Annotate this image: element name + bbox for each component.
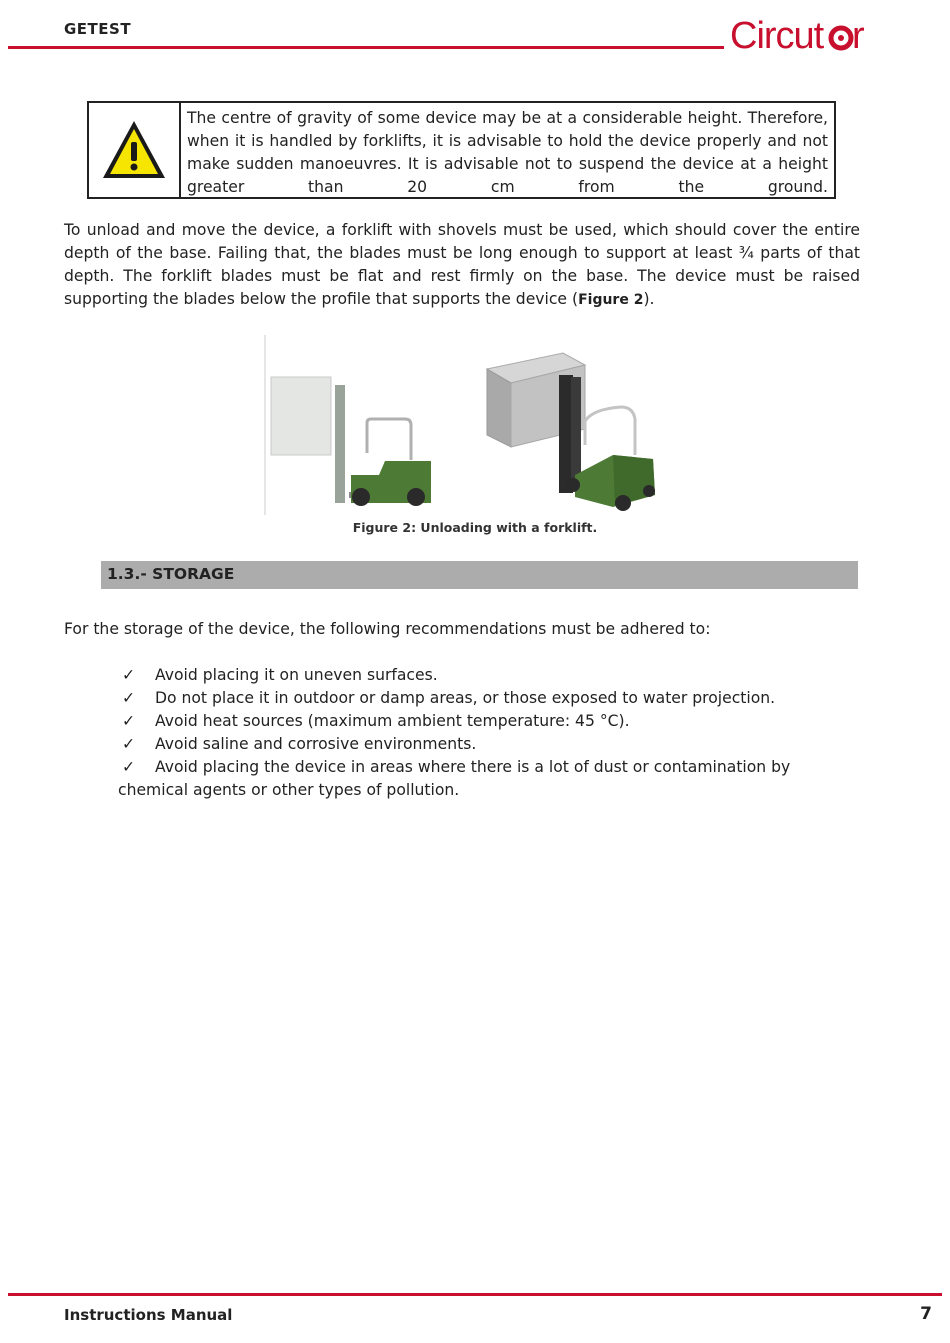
storage-checklist: [118, 664, 860, 802]
figure-caption: Figure 2: Unloading with a forklift.: [352, 520, 598, 535]
check-icon: ✓: [122, 735, 136, 753]
list-item: ✓ Avoid placing the device in areas where there is a lot of dust or contamination by chemical agents or other types of pollution.: [118, 758, 791, 799]
svg-text:Circut: Circut: [730, 15, 824, 56]
warning-triangle-icon: [100, 118, 168, 182]
unloading-paragraph: To unload and move the device, a forklift with shovels must be used, which should cover the entire depth of the base. Failing that, the blades must be long enough to support at least ¾ parts of that depth. The forklift blades must be flat and rest firmly on the base. The device must be raised supporting the blades below the profile that supports the device (Figure 2).: [64, 221, 860, 308]
document-title: GETEST: [64, 20, 132, 38]
check-icon: ✓: [122, 666, 136, 684]
footer-manual-label: Instructions Manual: [64, 1306, 233, 1324]
warning-box: [87, 101, 836, 199]
page-number: 7: [920, 1304, 932, 1324]
warning-icon-cell: [89, 103, 181, 197]
check-icon: ✓: [122, 758, 136, 776]
check-icon: ✓: [122, 689, 136, 707]
figure-reference: Figure 2: [578, 292, 644, 308]
check-icon: ✓: [122, 712, 136, 730]
warning-text: The centre of gravity of some device may be at a considerable height. Therefore, when it is handled by forklifts, it is advisable to hold the device properly and not make sudden manoeuvres. It is advisable not to suspend the device at a height greater than 20 cm from the ground.: [187, 109, 828, 196]
footer-rule: [8, 1293, 942, 1296]
circutor-logo: [728, 14, 880, 56]
list-item: ✓ Avoid heat sources (maximum ambient temperature: 45 °C).: [118, 710, 860, 733]
forklift-figure: [263, 335, 663, 517]
section-title: 1.3.- STORAGE: [107, 565, 235, 583]
list-item: ✓ Do not place it in outdoor or damp areas, or those exposed to water projection.: [118, 687, 860, 710]
section-header: [101, 561, 858, 589]
header-rule: [8, 46, 724, 49]
storage-intro: For the storage of the device, the following recommendations must be adhered to:: [64, 620, 711, 638]
svg-text:r: r: [852, 15, 865, 56]
list-item: ✓ Avoid saline and corrosive environments.: [118, 733, 860, 756]
list-item: ✓ Avoid placing it on uneven surfaces.: [118, 664, 860, 687]
